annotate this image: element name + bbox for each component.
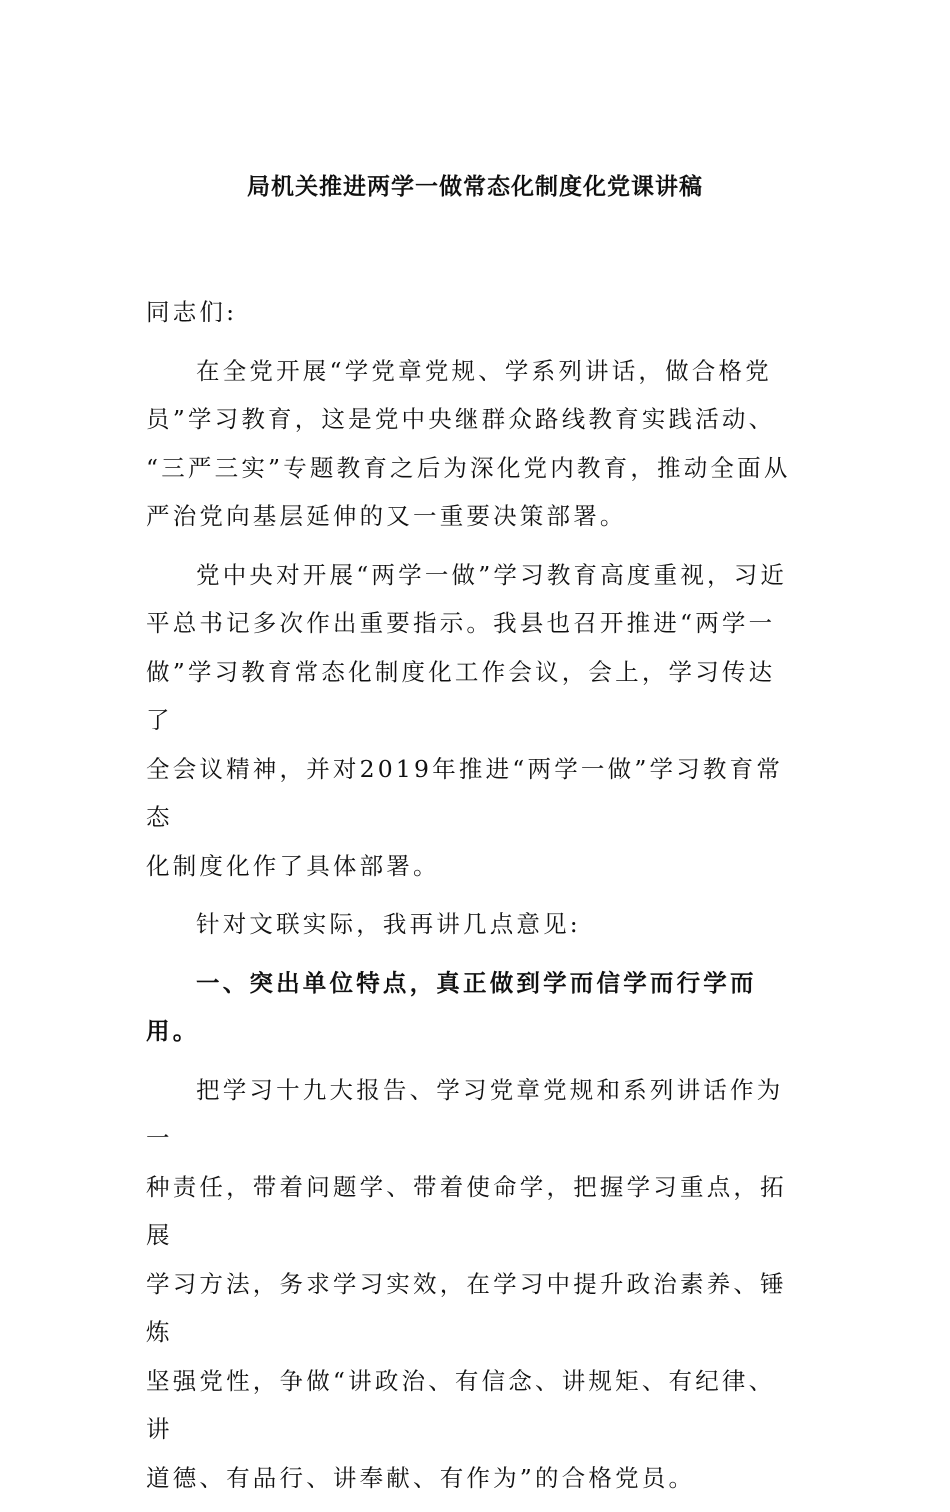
paragraph-line: 化制度化作了具体部署。 bbox=[146, 851, 440, 880]
paragraph-line: 平总书记多次作出重要指示。我县也召开推进“两学一 bbox=[146, 609, 776, 637]
document-title: 局机关推进两学一做常态化制度化党课讲稿 bbox=[247, 173, 703, 200]
paragraph-line: 做”学习教育常态化制度化工作会议，会上，学习传达了 bbox=[146, 657, 776, 734]
heading-line: 一、突出单位特点，真正做到学而信学而行学而用。 bbox=[146, 968, 757, 1045]
paragraph-line: 学习方法，务求学习实效，在学习中提升政治素养、锤炼 bbox=[146, 1269, 787, 1346]
paragraph-line: 道德、有品行、讲奉献、有作为”的合格党员。 bbox=[146, 1463, 696, 1492]
paragraph-line: 把学习十九大报告、学习党章党规和系列讲话作为一 bbox=[146, 1075, 784, 1152]
paragraph-line: 严治党向基层延伸的又一重要决策部署。 bbox=[146, 502, 627, 530]
paragraph-line: “三严三实”专题教育之后为深化党内教育，推动全面从 bbox=[146, 453, 791, 482]
greeting: 同志们: bbox=[146, 298, 238, 326]
paragraph-4 bbox=[146, 1066, 796, 1503]
paragraph-line: 全会议精神，并对2019年推进“两学一做”学习教育常态 bbox=[146, 754, 784, 831]
section-heading-1 bbox=[146, 959, 796, 1056]
paragraph-line: 员”学习教育，这是党中央继群众路线教育实践活动、 bbox=[146, 405, 776, 433]
paragraph-line: 针对文联实际，我再讲几点意见: bbox=[196, 910, 581, 938]
paragraph-line: 种责任，带着问题学、带着使命学，把握学习重点，拓展 bbox=[146, 1172, 787, 1249]
paragraph-1 bbox=[146, 347, 796, 541]
document-body bbox=[146, 288, 796, 1512]
paragraph-line: 党中央对开展“两学一做”学习教育高度重视，习近 bbox=[196, 560, 788, 589]
paragraph-line: 在全党开展“学党章党规、学系列讲话，做合格党 bbox=[196, 356, 772, 385]
paragraph-3 bbox=[146, 900, 796, 949]
paragraph-line: 坚强党性，争做“讲政治、有信念、讲规矩、有纪律、讲 bbox=[146, 1366, 776, 1443]
paragraph-2 bbox=[146, 551, 796, 891]
